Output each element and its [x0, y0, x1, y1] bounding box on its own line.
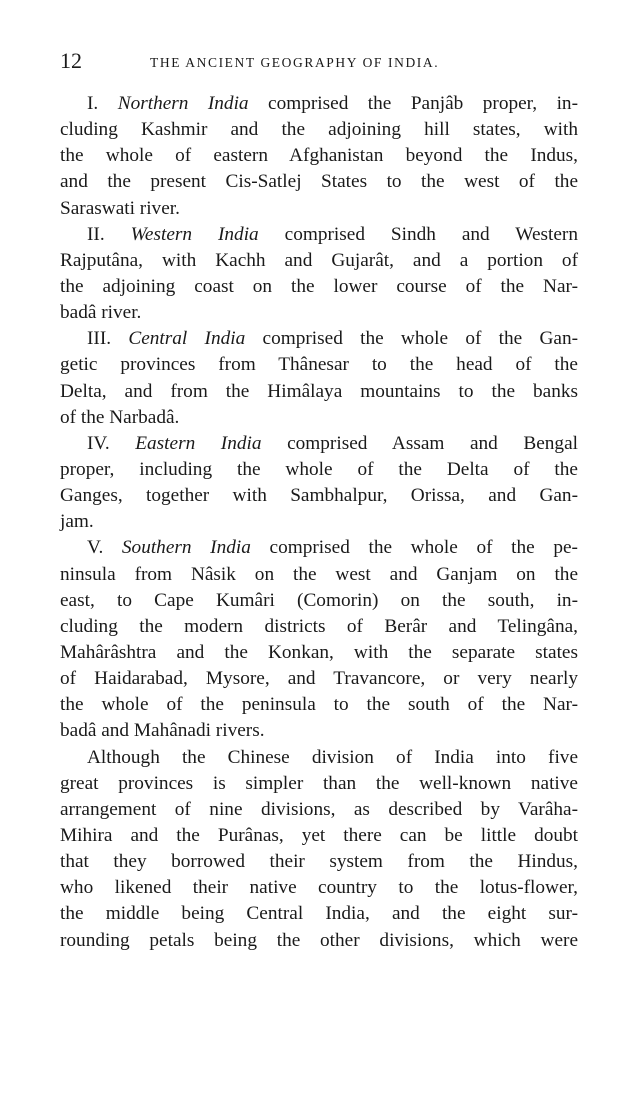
region-name: Central India	[128, 328, 246, 350]
text-line: of the Narbadâ.	[60, 406, 180, 428]
text-line: east, to Cape Kumâri (Comorin) on the south, in-	[60, 589, 578, 611]
region-name: Southern India	[121, 537, 251, 559]
text-line: I. Northern India comprised the Panjâb proper, in-	[87, 93, 578, 114]
text-line: that they borrowed their system from the Hindus,	[60, 851, 578, 873]
page-number: 12	[60, 48, 82, 73]
text-line: Delta, and from the Himâlaya mountains to the banks	[60, 380, 578, 402]
text-line: Although the Chinese division of India into five	[87, 746, 578, 768]
text-line: who likened their native country to the lotus-flower,	[60, 877, 578, 899]
text-line: Rajputâna, with Kachh and Gujarât, and a portion of	[60, 249, 578, 271]
text-line: II. Western India comprised Sindh and Western	[87, 223, 578, 245]
text-line: IV. Eastern India comprised Assam and Bengal	[87, 432, 578, 454]
text-line: proper, including the whole of the Delta of the	[60, 458, 578, 480]
text-line: jam.	[60, 511, 94, 533]
text-line: Mahârâshtra and the Konkan, with the separate states	[60, 641, 578, 663]
text-line: rounding petals being the other divisions, which were	[60, 929, 578, 951]
text-line: V. Southern India comprised the whole of the pe-	[87, 537, 578, 559]
running-title: THE ANCIENT GEOGRAPHY OF INDIA.	[150, 55, 440, 70]
text-line: badâ river.	[60, 302, 142, 324]
region-name: Northern India	[117, 93, 249, 114]
body-text	[60, 91, 578, 954]
running-head	[60, 46, 580, 76]
text-line: badâ and Mahânadi rivers.	[60, 720, 265, 742]
text-line: the whole of the peninsula to the south of the Nar-	[60, 694, 578, 716]
text-line: and the present Cis-Satlej States to the west of the	[60, 171, 578, 193]
text-line: the middle being Central India, and the eight sur-	[60, 903, 578, 925]
text-line: ninsula from Nâsik on the west and Ganjam on the	[60, 563, 578, 585]
text-line: Saraswati river.	[60, 197, 180, 219]
text-line: III. Central India comprised the whole of the Gan-	[87, 328, 579, 350]
text-line: cluding the modern districts of Berâr and Telingâna,	[60, 615, 578, 637]
region-name: Eastern India	[135, 432, 262, 454]
region-name: Western India	[130, 223, 259, 245]
text-line: cluding Kashmir and the adjoining hill states, with	[60, 119, 578, 141]
text-line: great provinces is simpler than the well-known native	[60, 772, 578, 794]
text-line: arrangement of nine divisions, as described by Varâha-	[60, 798, 578, 820]
text-line: Ganges, together with Sambhalpur, Orissa, and Gan-	[60, 485, 578, 507]
text-line: of Haidarabad, Mysore, and Travancore, or very nearly	[60, 668, 578, 690]
text-line: getic provinces from Thânesar to the head of the	[60, 354, 578, 376]
text-line: the adjoining coast on the lower course of the Nar-	[60, 275, 578, 297]
text-line: Mihira and the Purânas, yet there can be little doubt	[60, 824, 578, 846]
text-line: the whole of eastern Afghanistan beyond the Indus,	[60, 145, 578, 167]
